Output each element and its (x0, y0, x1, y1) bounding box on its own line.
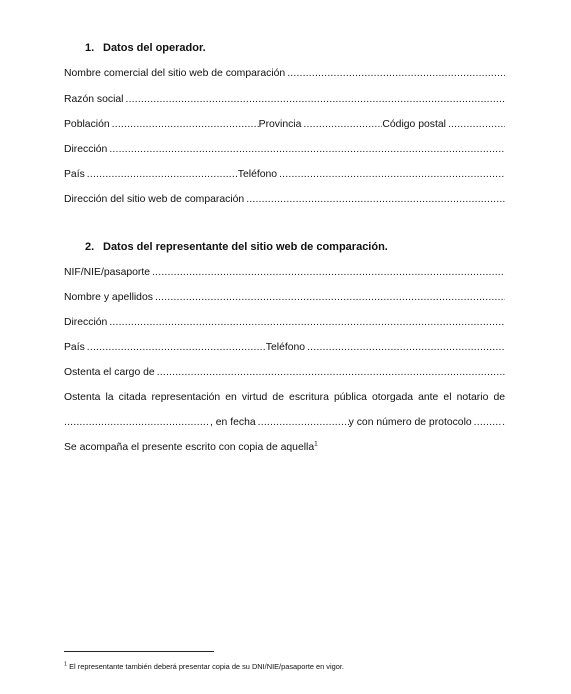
protocolo-blank[interactable] (472, 416, 502, 430)
field-pais-telefono-1[interactable] (64, 168, 505, 182)
direccion-2-label: Dirección (64, 317, 108, 328)
field-poblacion-provincia-cp[interactable] (64, 118, 505, 132)
field-nif[interactable] (64, 266, 505, 280)
field-razon-social[interactable] (64, 93, 505, 107)
poblacion-blank[interactable] (110, 118, 259, 132)
fecha-blank[interactable] (256, 416, 349, 430)
footnote-divider (64, 651, 214, 652)
direccion-web-blank[interactable] (244, 193, 505, 207)
en-fecha-label: , en fecha (210, 417, 256, 428)
nombre-comercial-label: Nombre comercial del sitio web de comparación (64, 68, 286, 79)
pais-2-label: País (64, 342, 85, 353)
telefono-2-blank[interactable] (305, 341, 505, 355)
section-1-heading (85, 42, 206, 54)
field-direccion-web[interactable] (64, 193, 505, 207)
section-1-title: Datos del operador. (103, 42, 206, 54)
field-cargo[interactable] (64, 366, 505, 380)
ostenta-text: Ostenta la citada representación en virtud de escritura pública otorgada ante el notario de (64, 392, 505, 403)
field-nombre-comercial[interactable] (64, 67, 505, 81)
end-period: . (502, 417, 505, 428)
codigo-postal-label: Código postal (382, 119, 446, 130)
codigo-postal-blank[interactable] (446, 118, 505, 132)
field-notario-fecha-protocolo[interactable] (64, 416, 505, 430)
nombre-label: Nombre y apellidos (64, 292, 153, 303)
protocolo-label: y con número de protocolo (348, 417, 472, 428)
field-pais-telefono-2[interactable] (64, 341, 505, 355)
direccion-1-label: Dirección (64, 144, 108, 155)
footnote-text: El representante también deberá presentar copia de su DNI/NIE/pasaporte en vigor. (69, 662, 344, 671)
direccion-web-label: Dirección del sitio web de comparación (64, 194, 245, 205)
provincia-blank[interactable] (301, 118, 382, 132)
pais-2-blank[interactable] (85, 341, 266, 355)
cargo-blank[interactable] (155, 366, 505, 380)
field-nombre-apellidos[interactable] (64, 291, 505, 305)
section-2-heading (85, 241, 388, 253)
pais-1-label: País (64, 169, 85, 180)
razon-social-label: Razón social (64, 94, 124, 105)
pais-1-blank[interactable] (85, 168, 238, 182)
nif-blank[interactable] (150, 266, 505, 280)
footnote (64, 662, 344, 671)
nombre-blank[interactable] (153, 291, 505, 305)
acompana-text: Se acompaña el presente escrito con copia de aquella (64, 442, 315, 453)
telefono-1-label: Teléfono (237, 169, 278, 180)
nombre-comercial-blank[interactable] (285, 67, 505, 81)
section-1-number: 1. (85, 42, 95, 54)
direccion-2-blank[interactable] (107, 316, 505, 330)
direccion-1-blank[interactable] (107, 143, 505, 157)
cargo-label: Ostenta el cargo de (64, 367, 155, 378)
ostenta-paragraph-line (64, 391, 505, 405)
notario-blank[interactable] (64, 416, 210, 430)
field-direccion-1[interactable] (64, 143, 505, 157)
footnote-reference[interactable]: 1 (314, 441, 318, 448)
provincia-label: Provincia (258, 119, 302, 130)
field-direccion-2[interactable] (64, 316, 505, 330)
telefono-1-blank[interactable] (277, 168, 505, 182)
acompana-line (64, 441, 505, 455)
telefono-2-label: Teléfono (265, 342, 306, 353)
razon-social-blank[interactable] (124, 93, 506, 107)
poblacion-label: Población (64, 119, 110, 130)
section-2-number: 2. (85, 241, 95, 253)
section-2-title: Datos del representante del sitio web de comparación. (103, 241, 388, 253)
nif-label: NIF/NIE/pasaporte (64, 267, 151, 278)
footnote-mark: 1 (64, 661, 68, 668)
